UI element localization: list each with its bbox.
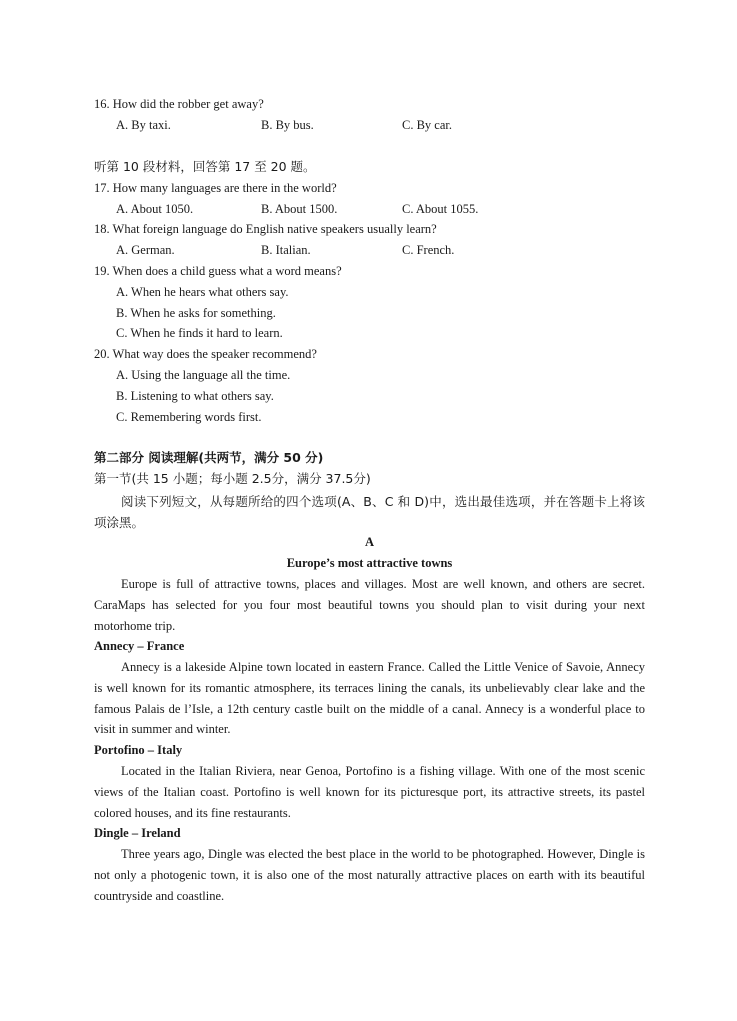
- q19-option-b: B. When he asks for something.: [116, 306, 276, 320]
- q19-option-a: A. When he hears what others say.: [116, 285, 289, 299]
- q19-option-c: C. When he finds it hard to learn.: [116, 326, 283, 340]
- q16-option-b: B. By bus.: [261, 118, 314, 132]
- town-heading-portofino: Portofino – Italy: [94, 743, 183, 757]
- section-1-heading: 第一节(共 15 小题；每小题 2.5分，满分 37.5分): [94, 471, 371, 486]
- part-2-heading: 第二部分 阅读理解(共两节，满分 50 分): [94, 450, 324, 465]
- q20-option-a: A. Using the language all the time.: [116, 368, 291, 382]
- town-heading-dingle: Dingle – Ireland: [94, 826, 181, 840]
- question-16: 16. How did the robber get away?: [94, 97, 264, 111]
- q17-option-c: C. About 1055.: [402, 202, 479, 216]
- q17-option-b: B. About 1500.: [261, 202, 338, 216]
- q18-option-c: C. French.: [402, 243, 455, 257]
- town-heading-annecy: Annecy – France: [94, 639, 185, 653]
- passage-intro: Europe is full of attractive towns, places and villages. Most are well known, and others are secret. CaraMaps has selected for you four most beautiful towns you should plan to visit during your next motorhome trip.: [94, 577, 645, 633]
- q20-option-b: B. Listening to what others say.: [116, 389, 274, 403]
- q18-option-a: A. German.: [116, 243, 175, 257]
- town-text-portofino: Located in the Italian Riviera, near Genoa, Portofino is a fishing village. With one of the most scenic views of the Italian coast. Portofino is well known for its picturesque port, its attractive streets, its pastel colored houses, and its fine restaurants.: [94, 764, 645, 820]
- question-19: 19. When does a child guess what a word means?: [94, 264, 342, 278]
- question-17: 17. How many languages are there in the world?: [94, 181, 337, 195]
- town-text-dingle: Three years ago, Dingle was elected the best place in the world to be photographed. However, Dingle is not only a photogenic town, it is also one of the most naturally attractive places on earth with its beautiful countryside and coastline.: [94, 847, 645, 903]
- section-10-instruction: 听第 10 段材料，回答第 17 至 20 题。: [94, 159, 316, 174]
- q16-option-c: C. By car.: [402, 118, 452, 132]
- passage-letter: A: [364, 535, 375, 549]
- question-18: 18. What foreign language do English native speakers usually learn?: [94, 222, 437, 236]
- q17-option-a: A. About 1050.: [116, 202, 194, 216]
- reading-instruction: 阅读下列短文，从每题所给的四个选项(A、B、C 和 D)中，选出最佳选项，并在答题卡上将该项涂黑。: [94, 494, 645, 530]
- question-20: 20. What way does the speaker recommend?: [94, 347, 317, 361]
- q20-option-c: C. Remembering words first.: [116, 410, 262, 424]
- q16-option-a: A. By taxi.: [116, 118, 171, 132]
- passage-title: Europe’s most attractive towns: [286, 556, 453, 570]
- q18-option-b: B. Italian.: [261, 243, 311, 257]
- town-text-annecy: Annecy is a lakeside Alpine town located in eastern France. Called the Little Venice of Savoie, Annecy is well known for its romantic atmosphere, its terraces lining the canals, its unbelievably clear lake and the famous Palais de l’Isle, a 12th century castle built on the middle of a canal. Annecy is a wonderful place to visit in summer and winter.: [94, 660, 645, 737]
